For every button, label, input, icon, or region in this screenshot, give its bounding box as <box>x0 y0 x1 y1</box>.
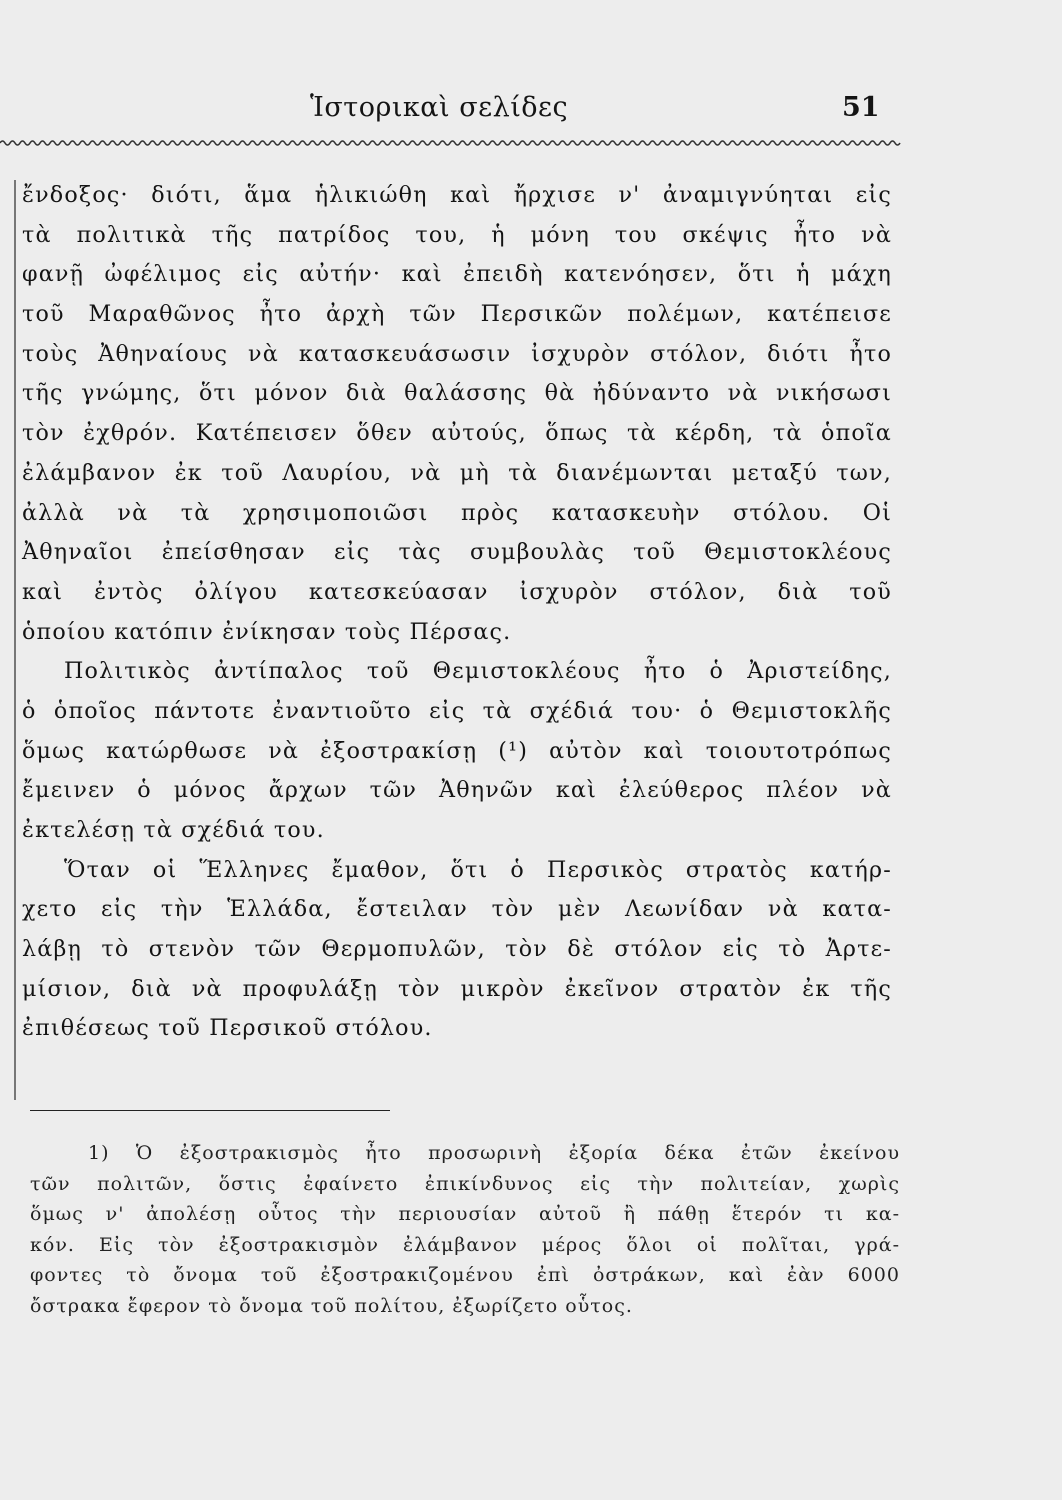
text-line: τῆς γνώμης, ὅτι μόνον διὰ θαλάσσης θὰ ἠδύναντο νὰ νικήσωσι <box>22 380 892 407</box>
text-line: φανῇ ὠφέλιμος εἰς αὐτήν· καὶ ἐπειδὴ κατενόησεν, ὅτι ἡ μάχη <box>22 261 892 288</box>
footnote-separator <box>30 1110 390 1111</box>
text-line: ἐκτελέσῃ τὰ σχέδιά του. <box>22 817 325 843</box>
text-line: Πολιτικὸς ἀντίπαλος τοῦ Θεμιστοκλέους ἦτο ὁ Ἀριστείδης, <box>64 658 892 685</box>
text-line: ἔμεινεν ὁ μόνος ἄρχων τῶν Ἀθηνῶν καὶ ἐλεύθερος πλέον νὰ <box>22 777 892 804</box>
footnote-line: ὄστρακα ἔφερον τὸ ὄνομα τοῦ πολίτου, ἐξωρίζετο οὗτος. <box>30 1294 633 1317</box>
text-line: ὁ ὁποῖος πάντοτε ἐναντιοῦτο εἰς τὰ σχέδιά του· ὁ Θεμιστοκλῆς <box>22 697 892 724</box>
text-line: Ὅταν οἱ Ἕλληνες ἔμαθον, ὅτι ὁ Περσικὸς στρατὸς κατήρ- <box>64 856 892 883</box>
running-title: Ἱστορικαὶ σελίδες <box>310 92 569 123</box>
text-line: τοῦ Μαραθῶνος ἦτο ἀρχὴ τῶν Περσικῶν πολέμων, κατέπεισε <box>22 301 892 328</box>
footnote-line: τῶν πολιτῶν, ὅστις ἐφαίνετο ἐπικίνδυνος εἰς τὴν πολιτείαν, χωρὶς <box>30 1172 900 1195</box>
page-number: 51 <box>842 92 880 123</box>
text-line: μίσιον, διὰ νὰ προφυλάξῃ τὸν μικρὸν ἐκεῖνον στρατὸν ἐκ τῆς <box>22 975 892 1002</box>
footnote-line: 1) Ὁ ἐξοστρακισμὸς ἦτο προσωρινὴ ἐξορία δέκα ἐτῶν ἐκείνου <box>88 1142 900 1164</box>
text-line: καὶ ἐντὸς ὀλίγου κατεσκεύασαν ἰσχυρὸν στόλον, διὰ τοῦ <box>22 578 892 605</box>
footnotes <box>30 1138 900 1321</box>
footnote-line: κόν. Εἰς τὸν ἐξοστρακισμὸν ἐλάμβανον μέρος ὅλοι οἱ πολῖται, γρά- <box>30 1233 900 1256</box>
text-line: τὸν ἐχθρόν. Κατέπεισεν ὅθεν αὐτούς, ὅπως τὰ κέρδη, τὰ ὁποῖα <box>22 420 892 447</box>
text-line: ὁποίου κατόπιν ἐνίκησαν τοὺς Πέρσας. <box>22 618 512 645</box>
header-ornamental-rule <box>0 136 1062 150</box>
text-line: Ἀθηναῖοι ἐπείσθησαν εἰς τὰς συμβουλὰς τοῦ Θεμιστοκλέους <box>22 539 892 566</box>
footnote-line: ὅμως ν' ἀπολέσῃ οὗτος τὴν περιουσίαν αὐτοῦ ἢ πάθῃ ἕτερόν τι κα- <box>30 1203 900 1225</box>
text-line: ἔνδοξος· διότι, ἅμα ἡλικιώθη καὶ ἤρχισε ν' ἀναμιγνύηται εἰς <box>22 182 892 208</box>
text-line: τοὺς Ἀθηναίους νὰ κατασκευάσωσιν ἰσχυρὸν στόλον, διότι ἦτο <box>22 340 892 367</box>
text-line: τὰ πολιτικὰ τῆς πατρίδος του, ἡ μόνη του σκέψις ἦτο νὰ <box>22 221 892 248</box>
text-line: ἐπιθέσεως τοῦ Περσικοῦ στόλου. <box>22 1015 433 1042</box>
text-line: ἀλλὰ νὰ τὰ χρησιμοποιῶσι πρὸς κατασκευὴν στόλου. Οἱ <box>22 499 892 526</box>
page-header <box>0 92 1062 132</box>
main-text <box>22 176 892 1049</box>
text-line: ὅμως κατώρθωσε νὰ ἐξοστρακίσῃ (¹) αὐτὸν καὶ τοιουτοτρόπως <box>22 737 892 764</box>
text-line: χετο εἰς τὴν Ἑλλάδα, ἔστειλαν τὸν μὲν Λεωνίδαν νὰ κατα- <box>22 896 892 923</box>
scan-edge-mark <box>14 180 16 1100</box>
text-line: ἐλάμβανον ἐκ τοῦ Λαυρίου, νὰ μὴ τὰ διανέμωνται μεταξύ των, <box>22 459 892 486</box>
footnote-line: φοντες τὸ ὄνομα τοῦ ἐξοστρακιζομένου ἐπὶ ὀστράκων, καὶ ἐὰν 6000 <box>30 1264 900 1286</box>
text-line: λάβῃ τὸ στενὸν τῶν Θερμοπυλῶν, τὸν δὲ στόλον εἰς τὸ Ἀρτε- <box>22 936 892 963</box>
